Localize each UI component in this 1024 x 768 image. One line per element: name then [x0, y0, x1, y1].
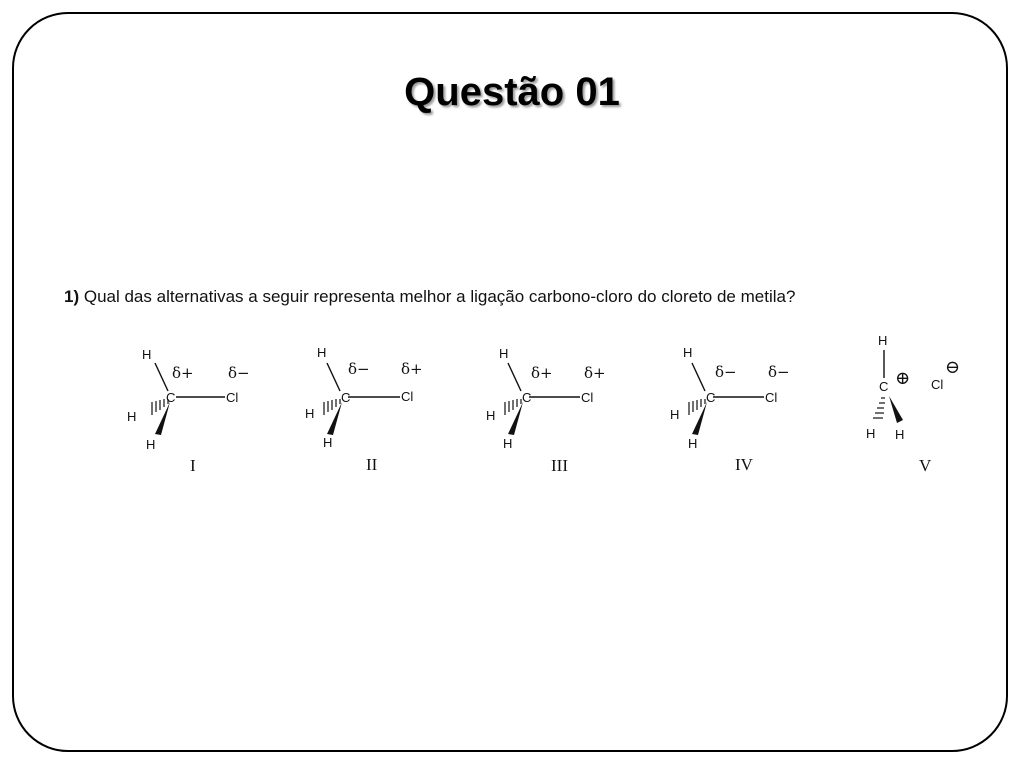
alternative-label: IV	[735, 455, 753, 474]
carbon-atom: C	[522, 390, 532, 405]
alternative-label: V	[919, 456, 932, 475]
h-atom: H	[866, 426, 876, 441]
chlorine-atom: Cl	[401, 389, 414, 404]
carbon-atom: C	[166, 390, 176, 405]
h-atom: H	[486, 408, 496, 423]
carbon-atom: C	[706, 390, 716, 405]
h-atom: H	[146, 437, 156, 452]
h-atom: H	[878, 333, 888, 348]
chlorine-formal-charge: ⊖	[945, 357, 961, 378]
carbon-partial-charge: δ+	[172, 364, 194, 382]
alternative-label: II	[366, 455, 378, 474]
structure-V	[866, 333, 960, 475]
chlorine-atom: Cl	[765, 390, 778, 405]
h-atom: H	[688, 436, 698, 451]
h-atom: H	[142, 347, 152, 362]
h-atom: H	[895, 427, 905, 442]
slide-title: Questão 01	[404, 70, 620, 114]
chlorine-partial-charge: δ−	[768, 363, 790, 381]
question-body: Qual das alternativas a seguir representa melhor a ligação carbono-cloro do cloreto de metila?	[79, 287, 796, 306]
carbon-partial-charge: δ−	[348, 360, 370, 378]
h-atom: H	[683, 345, 693, 360]
question-number: 1)	[64, 287, 80, 306]
carbon-atom: C	[879, 379, 889, 394]
chlorine-atom: Cl	[931, 377, 944, 392]
structure-IV	[670, 345, 790, 474]
structure-I	[127, 347, 250, 475]
chlorine-atom: Cl	[226, 390, 239, 405]
chlorine-partial-charge: δ+	[401, 360, 423, 378]
alternative-label: I	[190, 456, 196, 475]
alternative-label: III	[551, 456, 568, 475]
chlorine-partial-charge: δ−	[228, 364, 250, 382]
structure-II	[305, 345, 423, 474]
structure-III	[486, 346, 606, 475]
h-atom: H	[503, 436, 513, 451]
chlorine-atom: Cl	[581, 390, 594, 405]
carbon-partial-charge: δ−	[715, 363, 737, 381]
carbon-atom: C	[341, 390, 351, 405]
h-atom: H	[499, 346, 509, 361]
carbon-partial-charge: δ+	[531, 364, 553, 382]
h-atom: H	[305, 406, 315, 421]
chlorine-partial-charge: δ+	[584, 364, 606, 382]
h-atom: H	[317, 345, 327, 360]
h-atom: H	[127, 409, 137, 424]
carbon-formal-charge: ⊕	[895, 368, 911, 389]
h-atom: H	[323, 435, 333, 450]
h-atom: H	[670, 407, 680, 422]
